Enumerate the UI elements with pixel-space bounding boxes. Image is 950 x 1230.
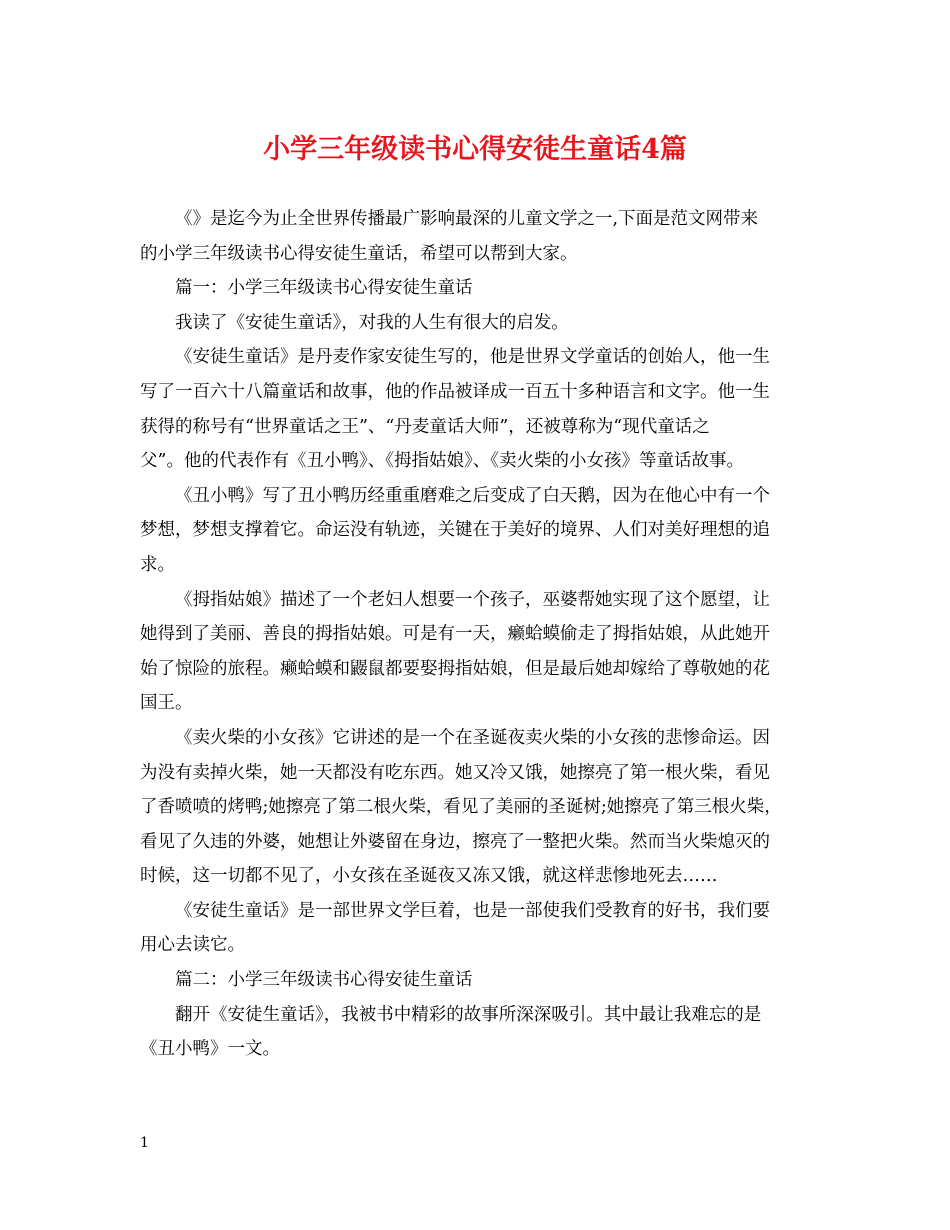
text-line: 《丑小鸭》一文。 <box>140 1039 280 1060</box>
text-line: 我读了《安徒生童话》，对我的人生有很大的启发。 <box>175 312 569 333</box>
text-line: 获得的称号有“世界童话之王”、“丹麦童话大师”，还被尊称为“现代童话之 <box>140 416 710 437</box>
text-line: 看见了久违的外婆，她想让外婆留在身边，擦亮了一整把火柴。然而当火柴熄灭的 <box>140 831 770 852</box>
text-line: 《安徒生童话》是一部世界文学巨着，也是一部使我们受教育的好书，我们要 <box>175 900 770 921</box>
text-line: 翻开《安徒生童话》，我被书中精彩的故事所深深吸引。其中最让我难忘的是 <box>175 1004 762 1025</box>
text-line: 用心去读它。 <box>140 935 245 956</box>
document-body <box>140 202 820 1067</box>
text-line: 始了惊险的旅程。癞蛤蟆和鼹鼠都要娶拇指姑娘，但是最后她却嫁给了尊敬她的花 <box>140 658 770 679</box>
text-line: 写了一百六十八篇童话和故事，他的作品被译成一百五十多种语言和文字。他一生 <box>140 381 770 402</box>
text-line: 的小学三年级读书心得安徒生童话，希望可以帮到大家。 <box>140 243 578 264</box>
text-line: 《拇指姑娘》描述了一个老妇人想要一个孩子，巫婆帮她实现了这个愿望，让 <box>175 589 770 610</box>
text-line: 梦想，梦想支撑着它。命运没有轨迹，关键在于美好的境界、人们对美好理想的追 <box>140 520 770 541</box>
text-line: 父”。他的代表作有《丑小鸭》、《拇指姑娘》、《卖火柴的小女孩》等童话故事。 <box>140 451 744 472</box>
text-line: 为没有卖掉火柴，她一天都没有吃东西。她又冷又饿，她擦亮了第一根火柴，看见 <box>140 762 770 783</box>
document-title: 小学三年级读书心得安徒生童话4篇 <box>263 134 687 165</box>
text-line: 国王。 <box>140 693 193 714</box>
page-number: 1 <box>140 1135 149 1151</box>
text-line: 《》是迄今为止全世界传播最广影响最深的儿童文学之一,下面是范文网带来 <box>175 209 759 229</box>
text-line: 时候，这一切都不见了，小女孩在圣诞夜又冻又饿，就这样悲惨地死去…… <box>140 866 718 887</box>
text-line: 《卖火柴的小女孩》它讲述的是一个在圣诞夜卖火柴的小女孩的悲惨命运。因 <box>175 727 770 748</box>
section-heading: 篇一：小学三年级读书心得安徒生童话 <box>175 278 473 299</box>
text-line: 《丑小鸭》写了丑小鸭历经重重磨难之后变成了白天鹅，因为在他心中有一个 <box>175 485 770 506</box>
text-line: 求。 <box>140 554 175 575</box>
text-line: 了香喷喷的烤鸭;她擦亮了第二根火柴，看见了美丽的圣诞树;她擦亮了第三根火柴， <box>140 797 782 818</box>
section-heading: 篇二：小学三年级读书心得安徒生童话 <box>175 970 473 991</box>
text-line: 她得到了美丽、善良的拇指姑娘。可是有一天，癞蛤蟆偷走了拇指姑娘，从此她开 <box>140 624 770 645</box>
text-line: 《安徒生童话》是丹麦作家安徒生写的，他是世界文学童话的创始人，他一生 <box>175 347 770 368</box>
